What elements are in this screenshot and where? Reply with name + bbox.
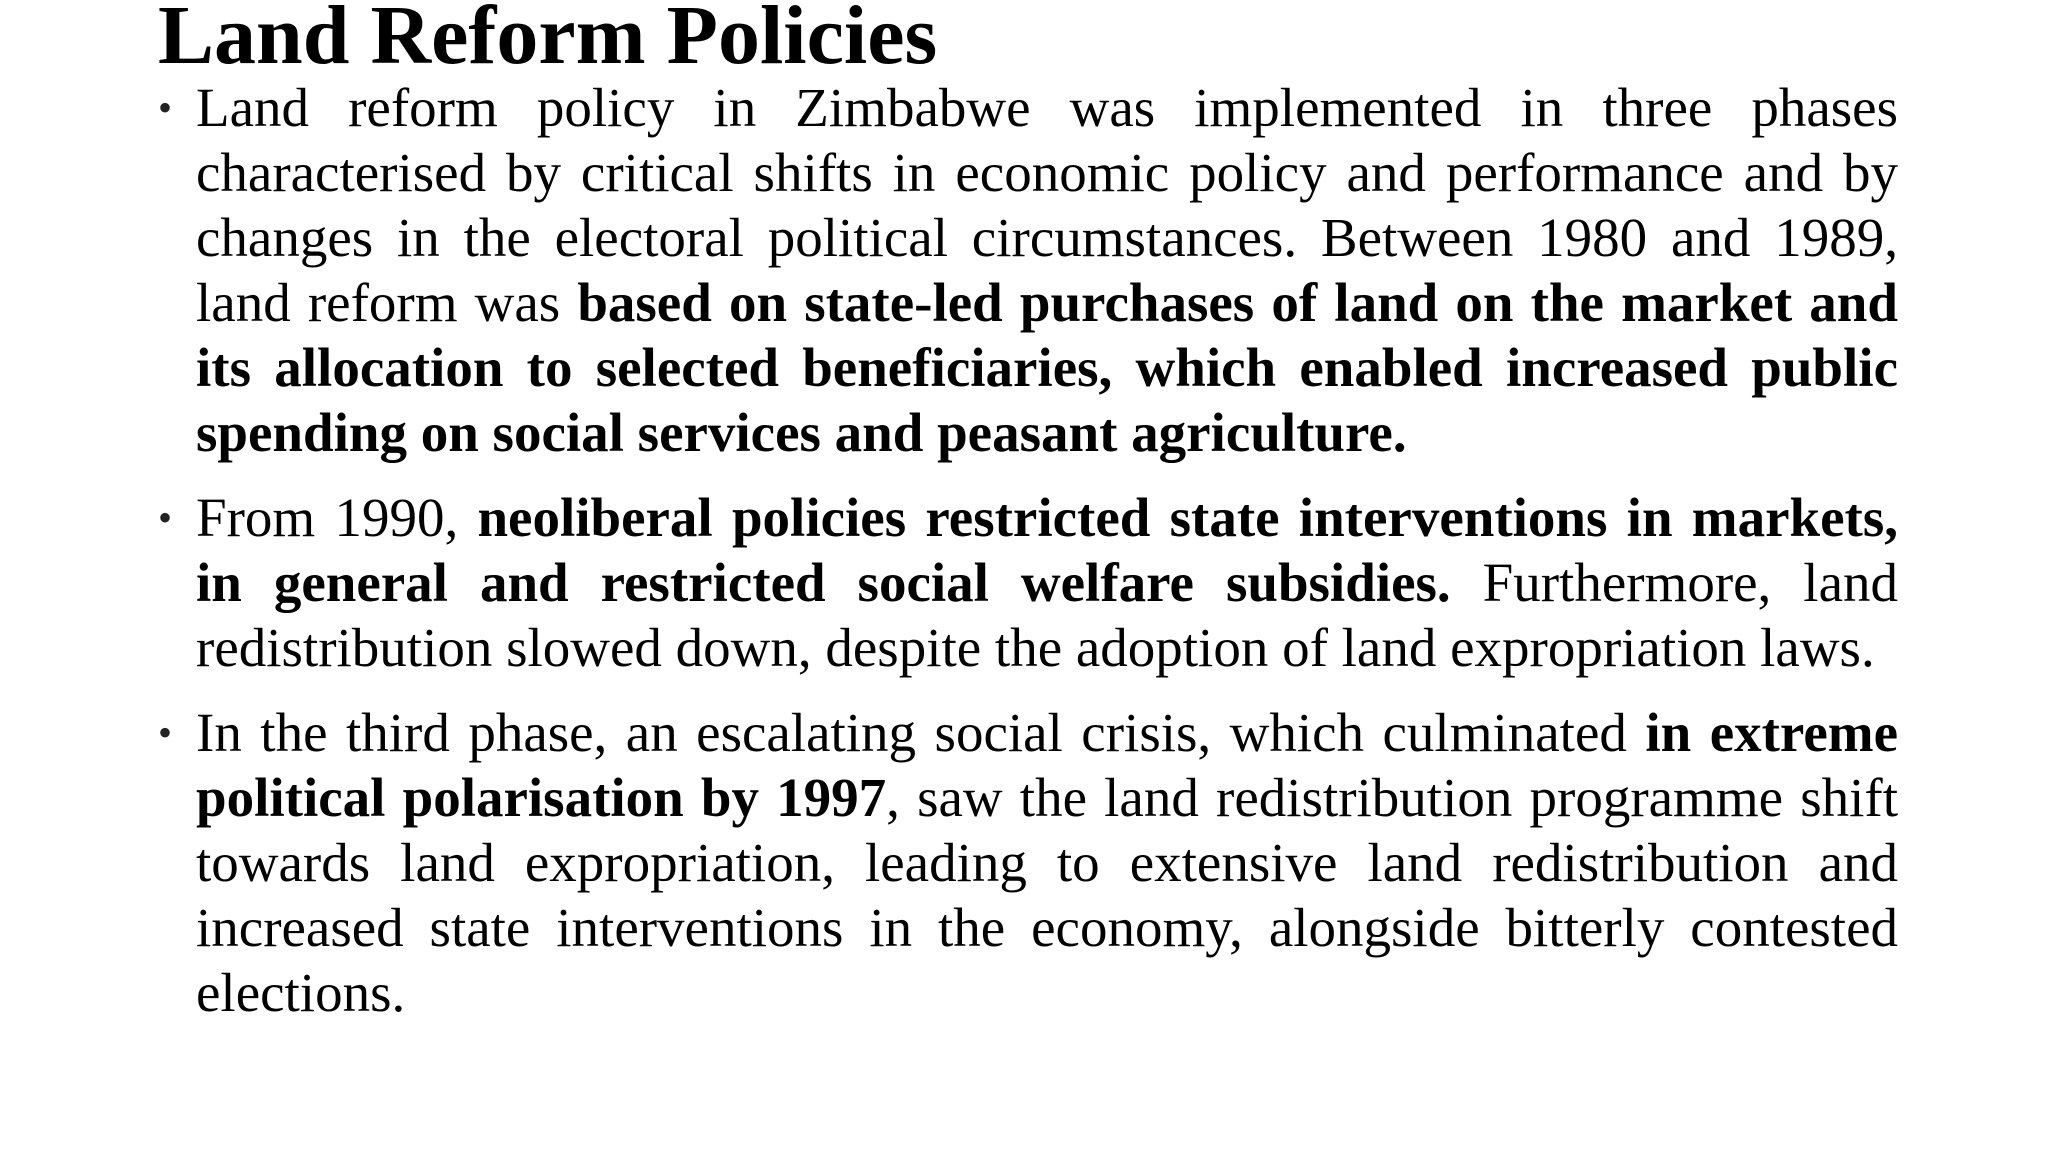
bullet-dot-icon: • bbox=[158, 495, 173, 540]
text-run: Furthermore, land redistribution slowed down, despite the adoption of land expropriation laws. bbox=[196, 552, 1898, 678]
bullet-list bbox=[158, 75, 1898, 1025]
bullet-dot-icon: • bbox=[158, 710, 173, 755]
bullet-text bbox=[196, 77, 1898, 463]
bullet-text bbox=[196, 487, 1898, 678]
bold-text-run: neoliberal policies restricted state interventions in markets, in general and restricted social welfare subsidies. bbox=[196, 487, 1898, 613]
bold-text-run: based on state-led purchases of land on the market and its allocation to selected beneficiaries, which enabled increased public spending on social services and peasant agriculture. bbox=[196, 272, 1898, 463]
bullet-dot-icon: • bbox=[158, 85, 173, 130]
text-run: Land reform policy in Zimbabwe was implemented in three phases characterised by critical shifts in economic policy and performance and by changes in the electoral political circumstances. Between 1980 and 1989, land reform was bbox=[196, 77, 1898, 333]
bold-text-run: in extreme political polarisation by 1997 bbox=[196, 702, 1898, 828]
bullet-text bbox=[196, 702, 1898, 1023]
text-run: In the third phase, an escalating social crisis, which culminated bbox=[196, 702, 1646, 763]
text-run: , saw the land redistribution programme shift towards land expropriation, leading to extensive land redistribution and increased state interventions in the economy, alongside bitterly contested elections. bbox=[196, 767, 1898, 1023]
text-run: From 1990, bbox=[196, 487, 478, 548]
slide-title: Land Reform Policies bbox=[158, 0, 938, 82]
bullet-item bbox=[158, 485, 1898, 680]
bullet-item bbox=[158, 700, 1898, 1025]
bullet-item bbox=[158, 75, 1898, 465]
